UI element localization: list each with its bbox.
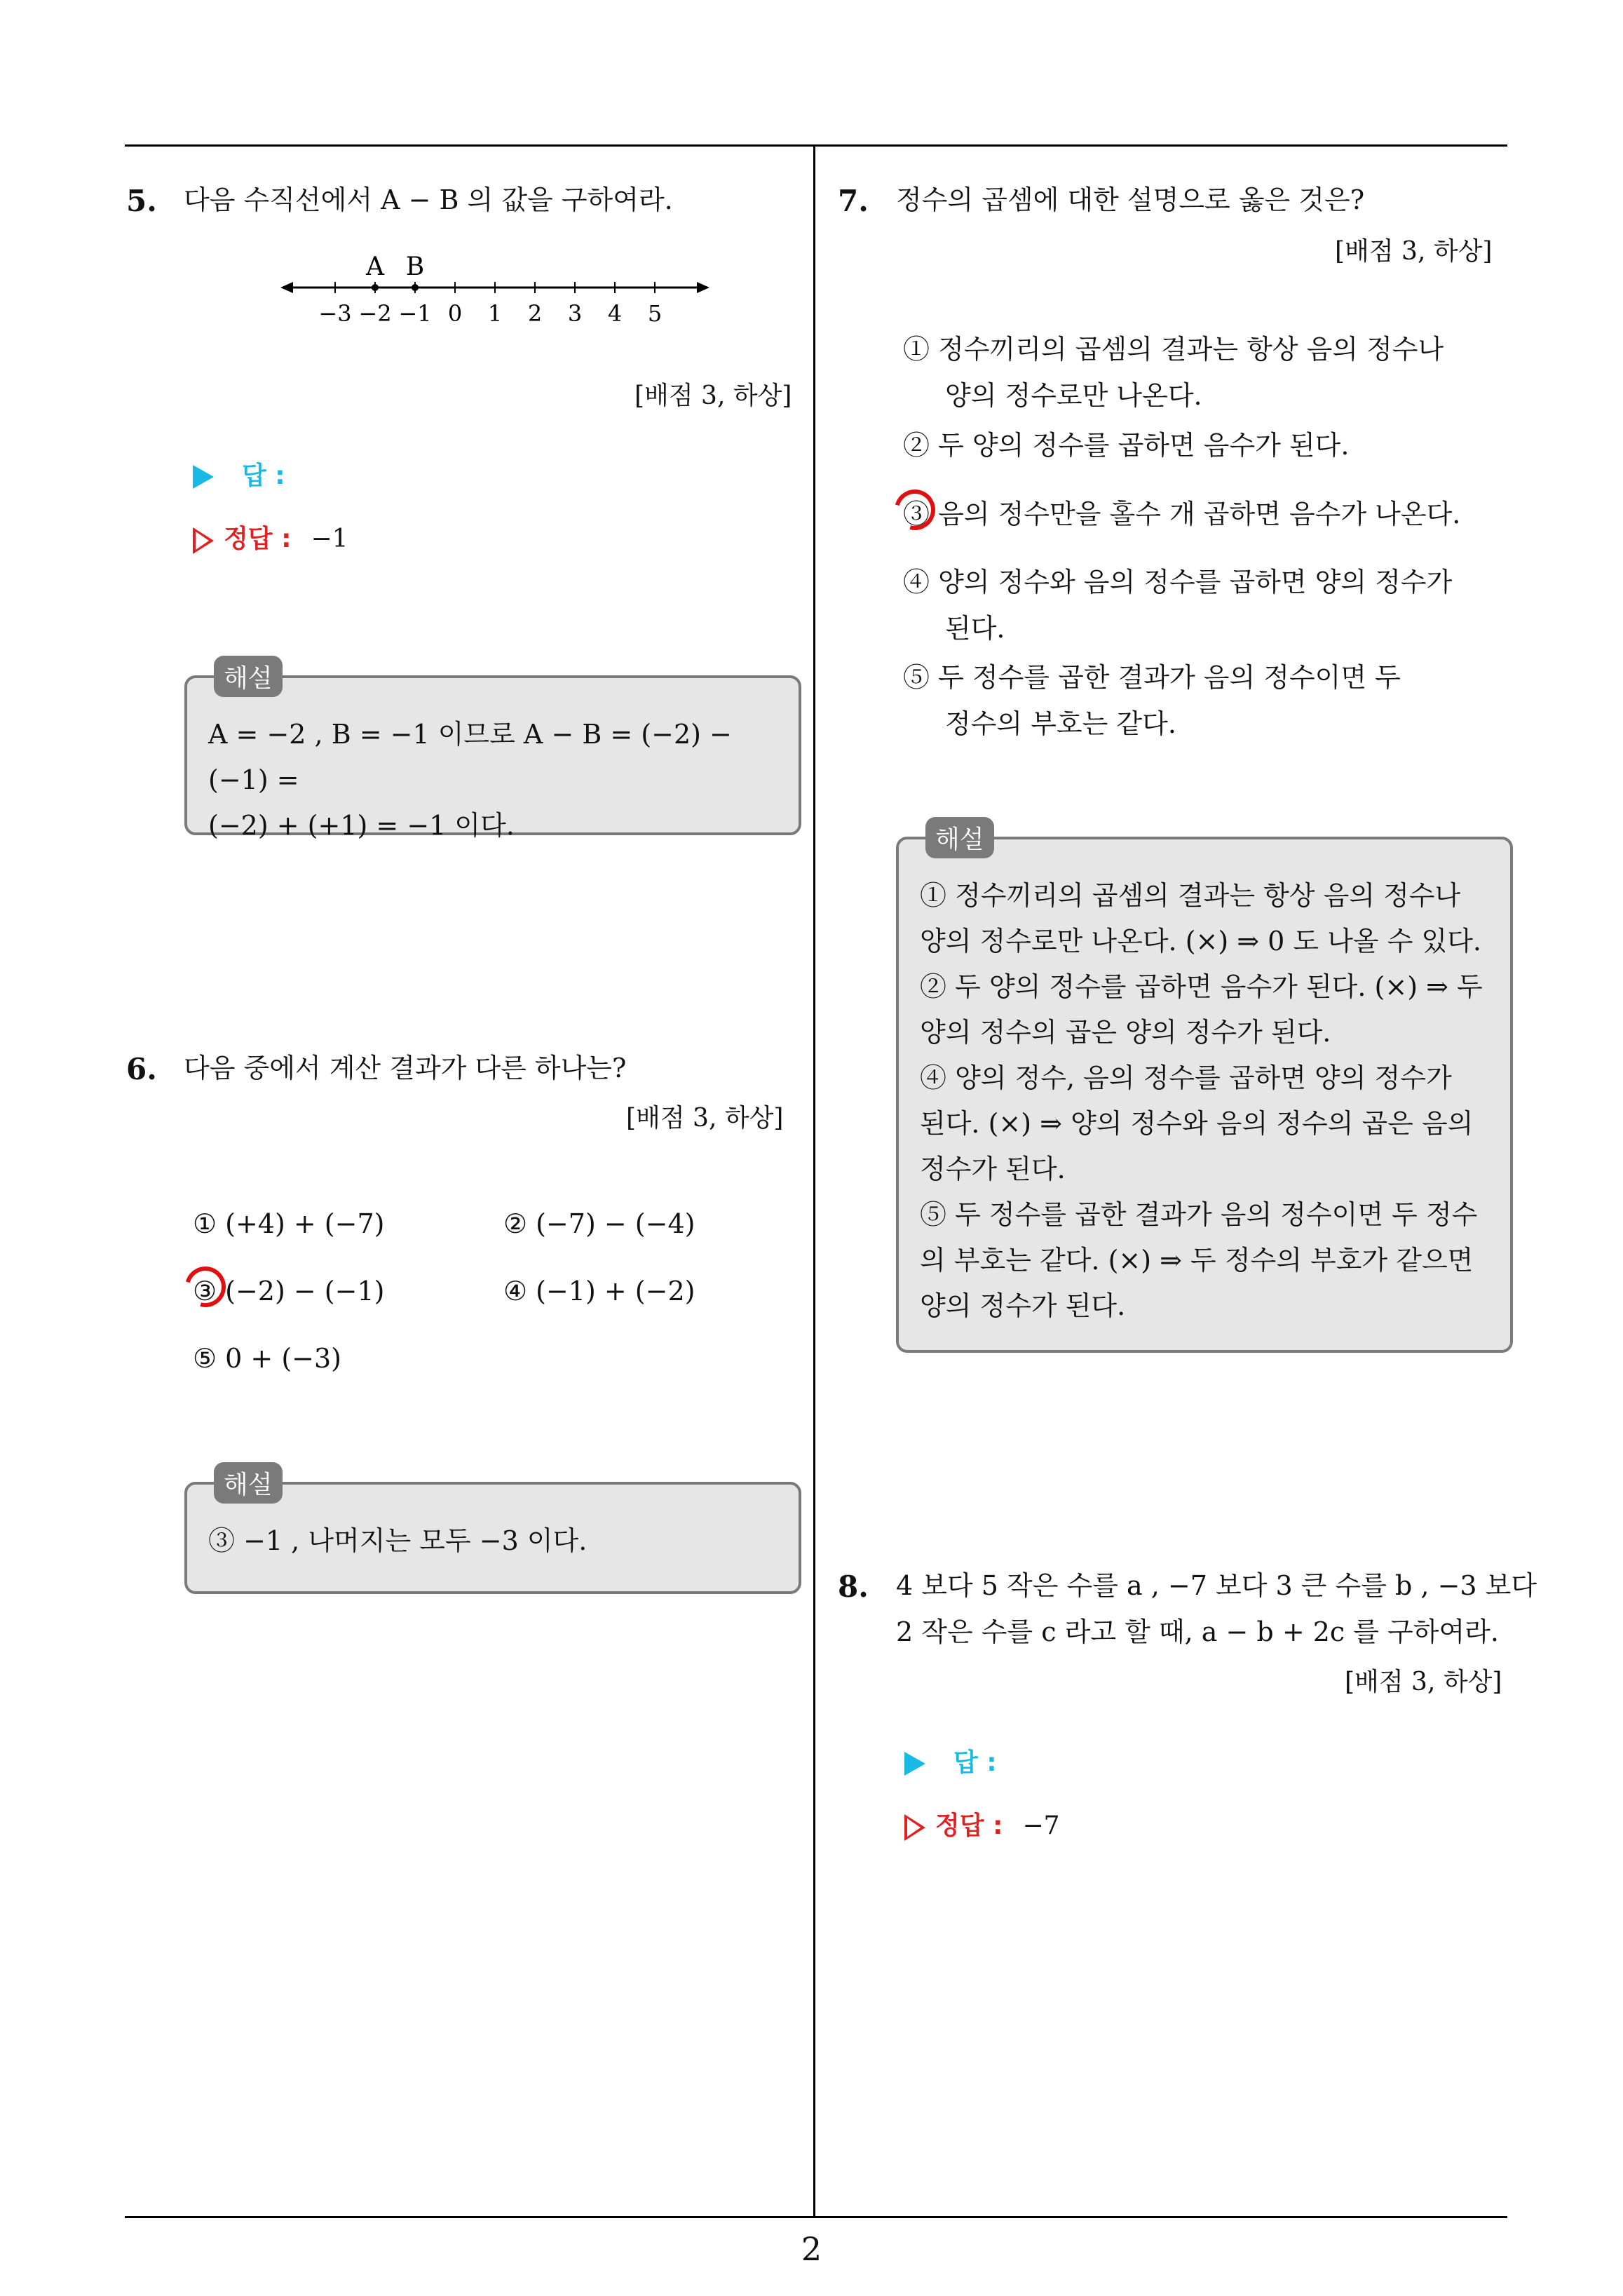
explanation-line: ① 정수끼리의 곱셈의 결과는 항상 음의 정수나 [920,880,1461,911]
question-5-correct-row [193,519,348,555]
numline-tick-label: 2 [527,300,543,327]
question-7-option-2[interactable] [903,422,1349,468]
numline-dot-b [412,284,419,291]
question-6-option-4[interactable]: ④ (−1) + (−2) [503,1276,695,1306]
question-6-option-2[interactable]: ② (−7) − (−4) [503,1208,695,1239]
explanation-tab: 해설 [925,817,994,858]
answer-label: 답 : [953,1748,997,1777]
correct-label: 정답 : [935,1811,1003,1840]
option-line: 된다. [945,613,1005,644]
option-line: ① 정수끼리의 곱셈의 결과는 항상 음의 정수나 [903,334,1444,365]
explanation-line: ③ −1 , 나머지는 모두 −3 이다. [208,1525,588,1556]
option-line: 양의 정수로만 나온다. [945,380,1202,411]
question-line: 4 보다 5 작은 수를 a , −7 보다 3 큰 수를 b , −3 보다 [896,1570,1537,1601]
explanation-line: 된다. (×) ⇒ 양의 정수와 음의 정수의 곱은 음의 [920,1108,1474,1139]
explanation-tab: 해설 [214,656,283,697]
question-6-score: [배점 3, 하상] [626,1104,784,1133]
question-8-answer-row [904,1743,997,1778]
explanation-line: A = −2 , B = −1 이므로 A − B = (−2) − (−1) = [208,719,732,795]
explanation-line: 양의 정수가 된다. [920,1290,1126,1321]
numline-tick-label: −1 [398,300,432,327]
option-line: ⑤ 두 정수를 곱한 결과가 음의 정수이면 두 [903,662,1401,693]
numline-tick-label: 3 [567,300,583,327]
outline-triangle-icon [193,527,214,554]
explanation-line: 양의 정수로만 나온다. (×) ⇒ 0 도 나올 수 있다. [920,926,1481,957]
explanation-line: ⑤ 두 정수를 곱한 결과가 음의 정수이면 두 정수 [920,1199,1478,1230]
correct-value: −1 [311,525,348,553]
question-6-number: 6. [126,1052,157,1086]
page-number: 2 [801,2230,822,2268]
explanation-line: (−2) + (+1) = −1 이다. [208,810,515,841]
question-8-correct-row [904,1806,1060,1842]
question-7-option-3[interactable] [903,491,1460,537]
column-divider [813,144,815,2217]
explanation-line: ④ 양의 정수, 음의 정수를 곱하면 양의 정수가 [920,1062,1452,1093]
number-line [280,252,715,330]
question-8-score: [배점 3, 하상] [1345,1668,1502,1696]
explanation-line: ② 두 양의 정수를 곱하면 음수가 된다. (×) ⇒ 두 [920,971,1483,1002]
play-icon [904,1752,925,1776]
numline-tick-label: 1 [487,300,503,327]
question-7-option-1[interactable] [903,326,1444,419]
question-6-option-1[interactable]: ① (+4) + (−7) [193,1208,385,1239]
question-5-number: 5. [126,184,157,218]
question-5-answer-row [193,456,285,492]
option-line: 정수의 부호는 같다. [945,708,1176,739]
question-line: 2 작은 수를 c 라고 할 때, a − b + 2c 를 구하여라. [896,1616,1499,1647]
answer-label: 답 : [242,461,285,490]
numline-point-a: A [366,252,384,281]
numline-tick-label: −3 [318,300,352,327]
option-line: ③ 음의 정수만을 홀수 개 곱하면 음수가 나온다. [903,499,1461,529]
question-7-explanation-box [896,837,1513,1353]
numline-dot-a [372,284,379,291]
numline-tick-label: 5 [647,300,663,327]
explanation-line: 의 부호는 같다. (×) ⇒ 두 정수의 부호가 같으면 [920,1245,1474,1276]
question-6-option-3[interactable]: ③ (−2) − (−1) [193,1276,385,1306]
numline-tick-label: 4 [607,300,623,327]
question-7-score: [배점 3, 하상] [1335,237,1493,266]
question-7-option-5[interactable] [903,654,1401,747]
question-7-option-4[interactable] [903,559,1452,651]
question-5-score: [배점 3, 하상] [634,381,792,410]
outline-triangle-icon [904,1814,925,1841]
top-rule [125,144,1507,147]
question-7-number: 7. [838,184,869,218]
correct-label: 정답 : [224,525,292,553]
numline-tick-label: 0 [447,300,463,327]
play-icon [193,465,214,489]
bottom-rule [125,2216,1507,2218]
explanation-line: 정수가 된다. [920,1154,1066,1184]
numline-point-b: B [405,252,425,281]
correct-value: −7 [1022,1811,1060,1840]
question-8-text [896,1562,1537,1655]
question-6-option-5[interactable]: ⑤ 0 + (−3) [193,1343,341,1374]
question-5-explanation-box [184,675,801,841]
explanation-line: 양의 정수의 곱은 양의 정수가 된다. [920,1017,1331,1048]
option-line: ② 두 양의 정수를 곱하면 음수가 된다. [903,430,1350,461]
question-8-number: 8. [838,1569,869,1604]
explanation-tab: 해설 [214,1462,283,1504]
numline-tick-label: −2 [358,300,392,327]
question-5-text: 다음 수직선에서 A − B 의 값을 구하여라. [184,184,673,215]
option-line: ④ 양의 정수와 음의 정수를 곱하면 양의 정수가 [903,567,1453,597]
question-7-text: 정수의 곱셈에 대한 설명으로 옳은 것은? [896,184,1365,215]
question-6-text: 다음 중에서 계산 결과가 다른 하나는? [184,1053,627,1083]
